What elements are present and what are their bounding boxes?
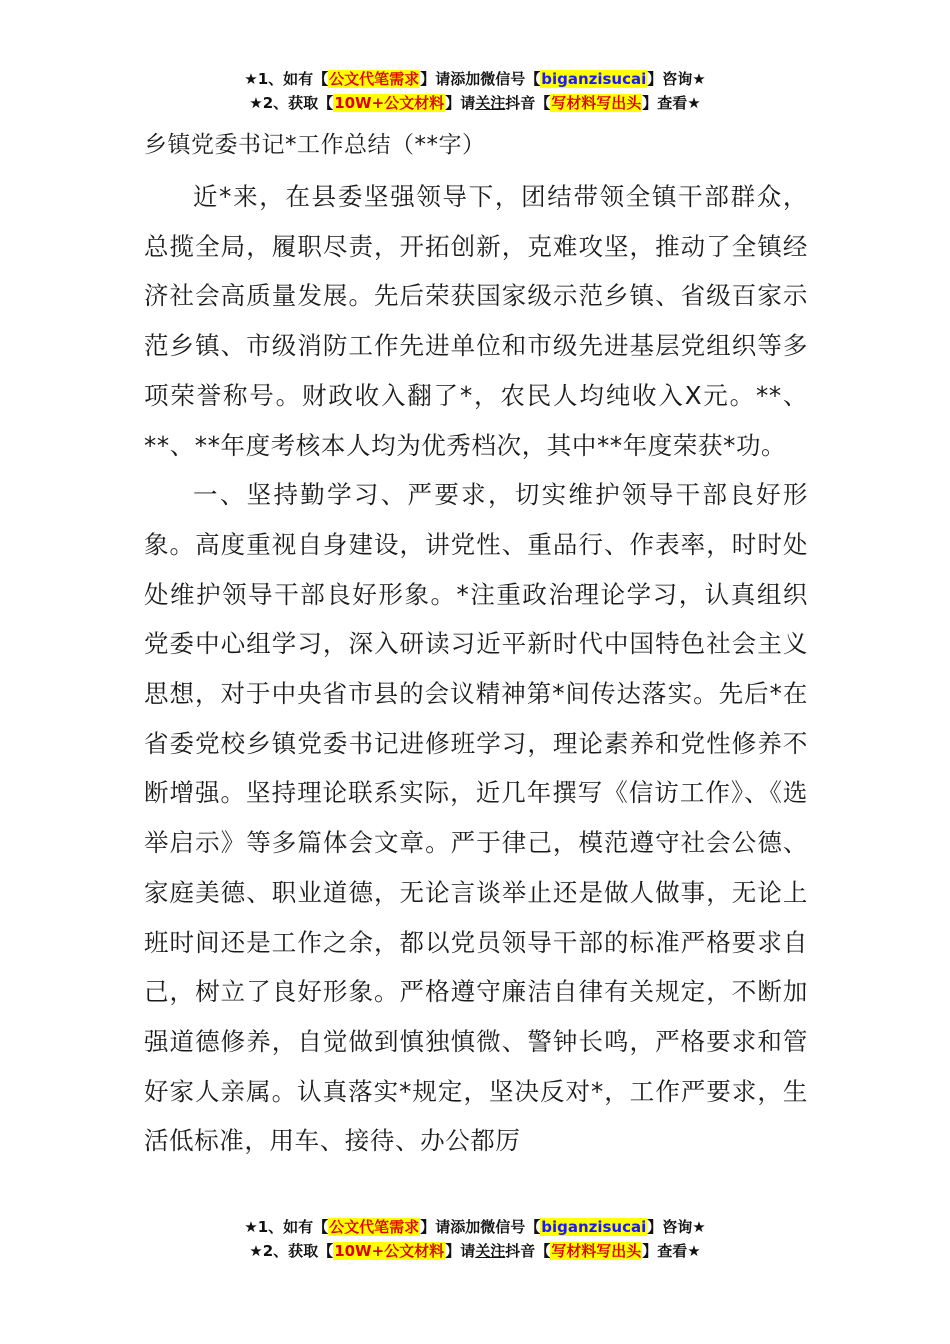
highlight-ghostwriting: 公文代笔需求	[329, 1218, 420, 1236]
promo-text: ★1、如有【	[244, 1218, 329, 1236]
promo-line-2	[0, 1239, 950, 1263]
promo-text: ★2、获取【	[249, 1242, 334, 1260]
promo-line-1	[0, 67, 950, 91]
follow-text: 关注	[475, 94, 506, 112]
promo-text: 抖音【	[505, 94, 551, 112]
follow-text: 关注	[475, 1242, 506, 1260]
highlight-douyin-account[interactable]: 写材料写出头	[551, 1242, 642, 1260]
promo-text: ★2、获取【	[249, 94, 334, 112]
promo-line-2	[0, 91, 950, 115]
promo-text: 】请添加微信号【	[420, 1218, 541, 1236]
paragraph-intro: 近*来，在县委坚强领导下，团结带领全镇干部群众，总揽全局，履职尽责，开拓创新，克难攻坚，推动了全镇经济社会高质量发展。先后荣获国家级示范乡镇、省级百家示范乡镇、市级消防工作先进单位和市级先进基层党组织等多项荣誉称号。财政收入翻了*，农民人均纯收入X元。**、**、**年度考核本人均为优秀档次，其中**年度荣获*功。	[144, 182, 808, 460]
highlight-ghostwriting: 公文代笔需求	[329, 70, 420, 88]
highlight-wechat-id[interactable]: biganzisucai	[541, 70, 647, 88]
paragraph-section-1: 一、坚持勤学习、严要求，切实维护领导干部良好形象。高度重视自身建设，讲党性、重品行、作表率，时时处处维护领导干部良好形象。*注重政治理论学习，认真组织党委中心组学习，深入研读习近平新时代中国特色社会主义思想，对于中央省市县的会议精神第*间传达落实。先后*在省委党校乡镇党委书记进修班学习，理论素养和党性修养不断增强。坚持理论联系实际，近几年撰写《信访工作》、《选举启示》等多篇体会文章。严于律己，模范遵守社会公德、家庭美德、职业道德，无论言谈举止还是做人做事，无论上班时间还是工作之余，都以党员领导干部的标准严格要求自己，树立了良好形象。严格遵守廉洁自律有关规定，不断加强道德修养，自觉做到慎独慎微、警钟长鸣，严格要求和管好家人亲属。认真落实*规定，坚决反对*，工作严要求，生活低标准，用车、接待、办公都厉	[144, 480, 808, 1156]
promo-text: 】请	[445, 94, 476, 112]
highlight-douyin-account[interactable]: 写材料写出头	[551, 94, 642, 112]
promo-line-1	[0, 1215, 950, 1239]
promo-text: 】请添加微信号【	[420, 70, 541, 88]
promo-text: ★1、如有【	[244, 70, 329, 88]
promo-text: 】咨询★	[647, 70, 706, 88]
promo-text: 抖音【	[505, 1242, 551, 1260]
highlight-materials: 10W+公文材料	[334, 94, 445, 112]
top-promo-banner	[0, 67, 950, 115]
promo-text: 】请	[445, 1242, 476, 1260]
highlight-wechat-id[interactable]: biganzisucai	[541, 1218, 647, 1236]
document-body	[144, 125, 808, 1166]
highlight-materials: 10W+公文材料	[334, 1242, 445, 1260]
promo-text: 】咨询★	[647, 1218, 706, 1236]
document-title: 乡镇党委书记*工作总结（**字）	[144, 132, 486, 158]
bottom-promo-banner	[0, 1215, 950, 1263]
promo-text: 】查看★	[642, 94, 701, 112]
promo-text: 】查看★	[642, 1242, 701, 1260]
